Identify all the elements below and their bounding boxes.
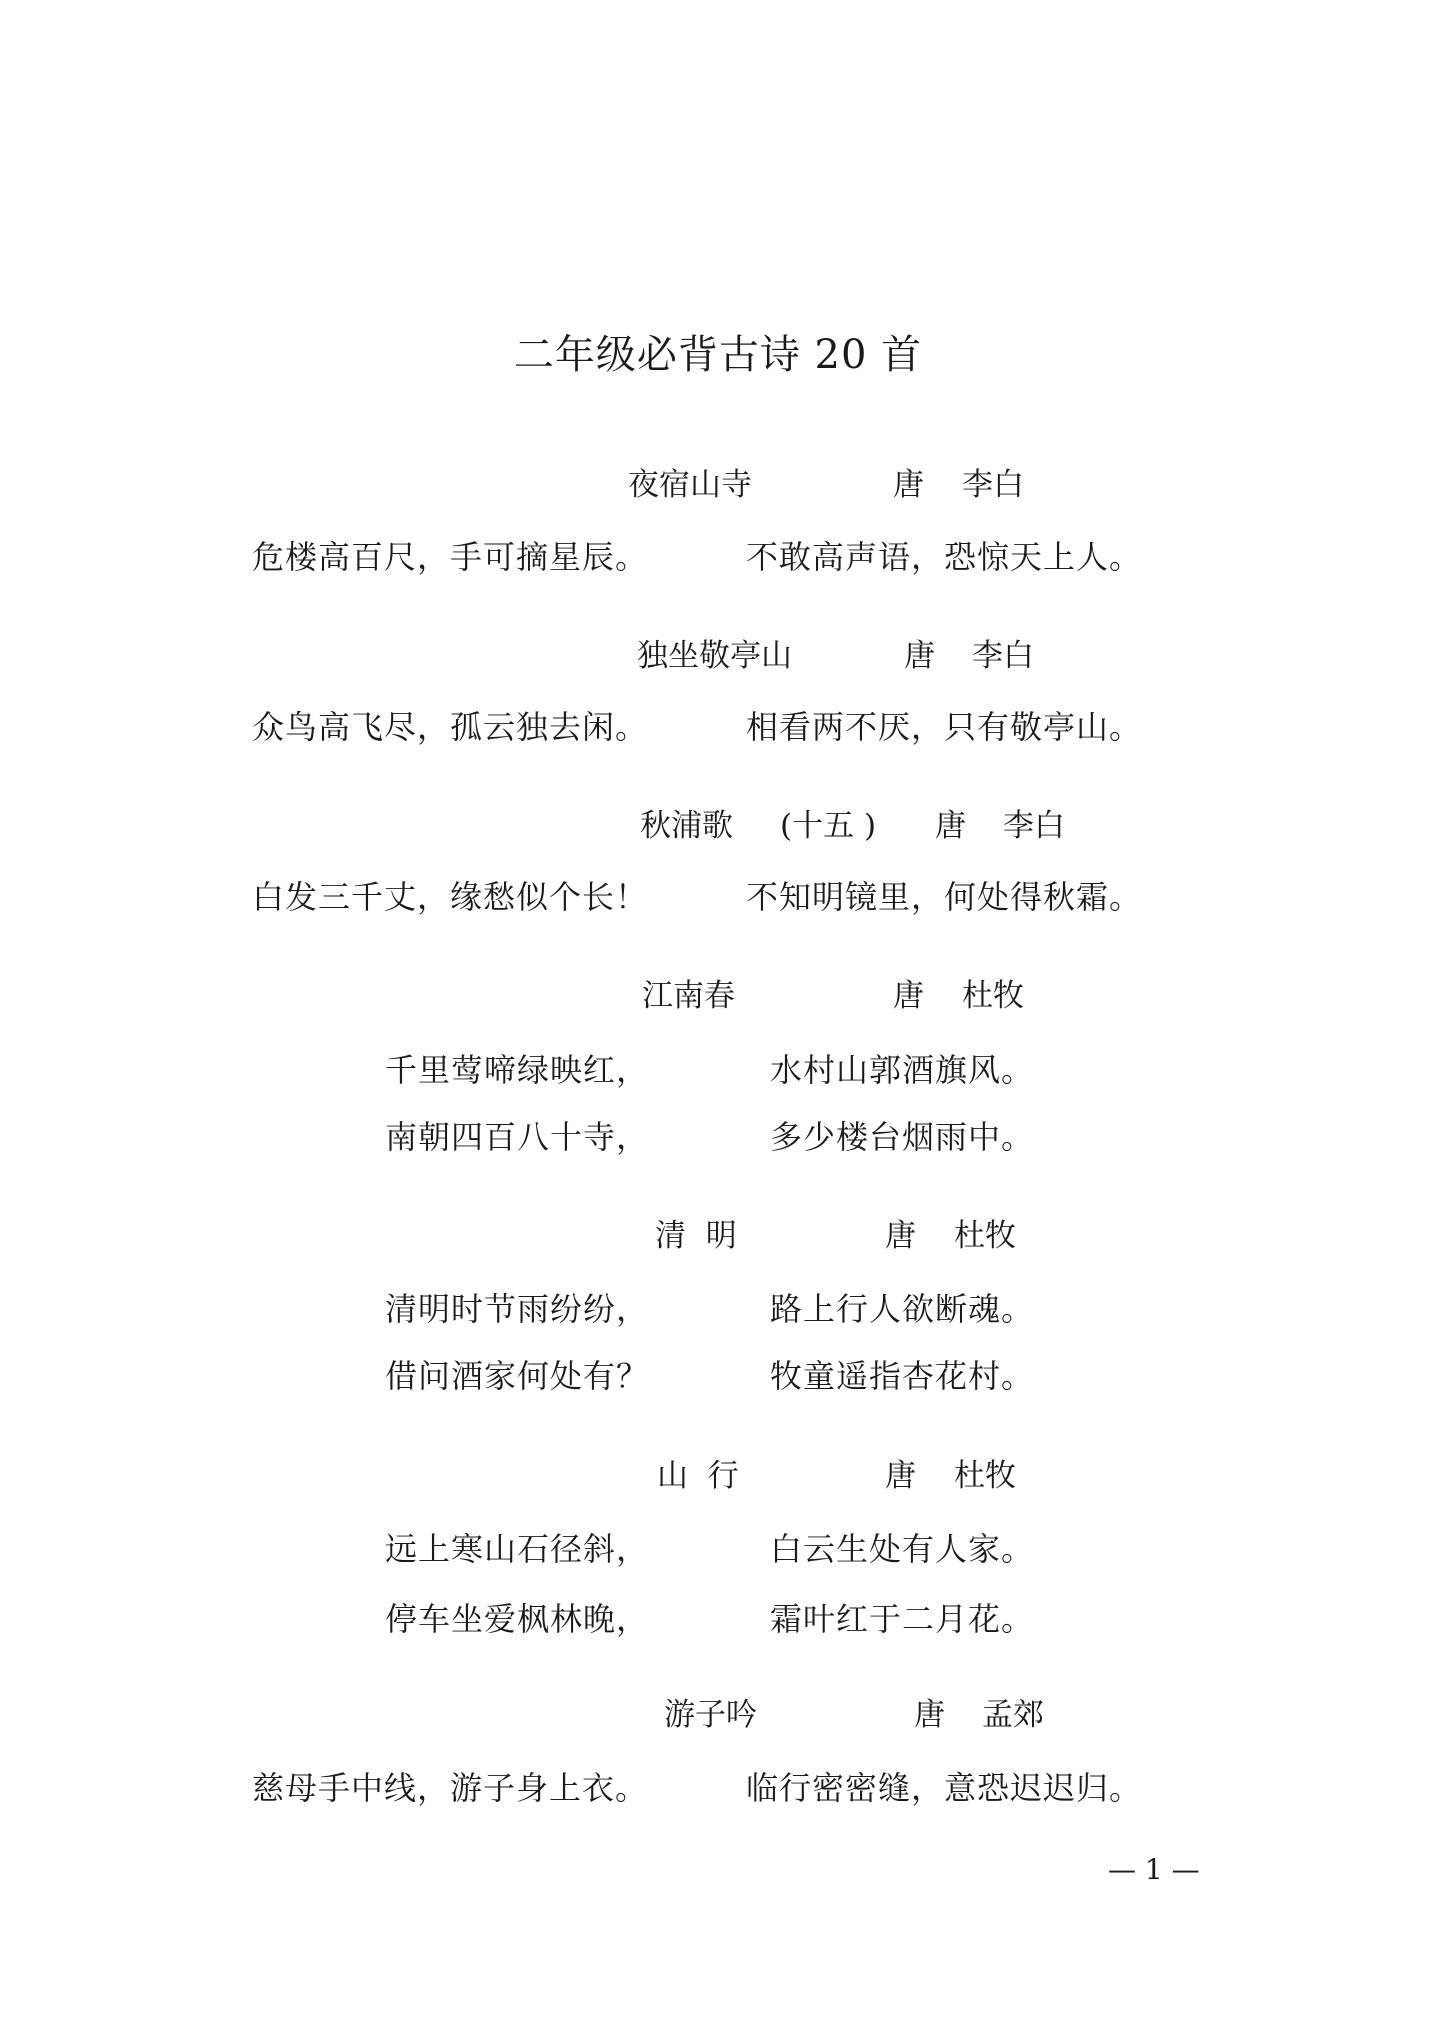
poem-author: 李白 <box>1003 808 1065 844</box>
poem-dynasty: 唐 <box>885 1458 916 1494</box>
poem-title: 清 明 <box>655 1218 737 1254</box>
poem-author: 杜牧 <box>954 1218 1016 1254</box>
poem-title: 独坐敬亭山 <box>637 638 792 674</box>
poem-subtitle: (十五 ) <box>780 808 877 844</box>
poem-dynasty: 唐 <box>893 467 924 503</box>
poem-line: 相看两不厌，只有敬亭山。 <box>746 708 1143 746</box>
page-number: — 1 — <box>1108 1853 1200 1886</box>
poem-line: 水村山郭酒旗风。 <box>770 1051 1035 1089</box>
poem-author: 李白 <box>962 467 1024 503</box>
poem-author: 孟郊 <box>982 1697 1044 1733</box>
poem-line: 借问酒家何处有？ <box>385 1357 650 1395</box>
poem-line: 千里莺啼绿映红， <box>385 1051 650 1089</box>
poem-line: 牧童遥指杏花村。 <box>770 1357 1035 1395</box>
poem-dynasty: 唐 <box>914 1697 945 1733</box>
poem-title: 夜宿山寺 <box>628 467 752 503</box>
poem-line: 远上寒山石径斜， <box>385 1530 650 1568</box>
poem-line: 霜叶红于二月花。 <box>770 1600 1035 1638</box>
document-title: 二年级必背古诗 20 首 <box>513 332 923 378</box>
poem-line: 危楼高百尺，手可摘星辰。 <box>252 538 649 576</box>
poem-author: 杜牧 <box>962 978 1024 1014</box>
poem-dynasty: 唐 <box>935 808 966 844</box>
poem-dynasty: 唐 <box>885 1218 916 1254</box>
poem-line: 众鸟高飞尽，孤云独去闲。 <box>252 708 649 746</box>
poem-dynasty: 唐 <box>893 978 924 1014</box>
poem-line: 临行密密缝，意恐迟迟归。 <box>746 1769 1143 1807</box>
poem-title: 山 行 <box>657 1458 739 1494</box>
poem-title: 游子吟 <box>664 1697 757 1733</box>
poem-author: 杜牧 <box>954 1458 1016 1494</box>
poem-line: 不知明镜里，何处得秋霜。 <box>746 878 1143 916</box>
poem-line: 南朝四百八十寺， <box>385 1118 650 1156</box>
poem-line: 白云生处有人家。 <box>770 1530 1035 1568</box>
poem-line: 多少楼台烟雨中。 <box>770 1118 1035 1156</box>
poem-line: 停车坐爱枫林晚， <box>385 1600 650 1638</box>
poem-title: 江南春 <box>642 978 735 1014</box>
poem-line: 白发三千丈，缘愁似个长！ <box>252 878 649 916</box>
poem-author: 李白 <box>972 638 1034 674</box>
poem-line: 路上行人欲断魂。 <box>770 1290 1035 1328</box>
poem-line: 慈母手中线，游子身上衣。 <box>252 1769 649 1807</box>
poem-line: 不敢高声语，恐惊天上人。 <box>746 538 1143 576</box>
poem-line: 清明时节雨纷纷， <box>385 1290 650 1328</box>
poem-dynasty: 唐 <box>904 638 935 674</box>
poem-title: 秋浦歌 <box>640 808 733 844</box>
